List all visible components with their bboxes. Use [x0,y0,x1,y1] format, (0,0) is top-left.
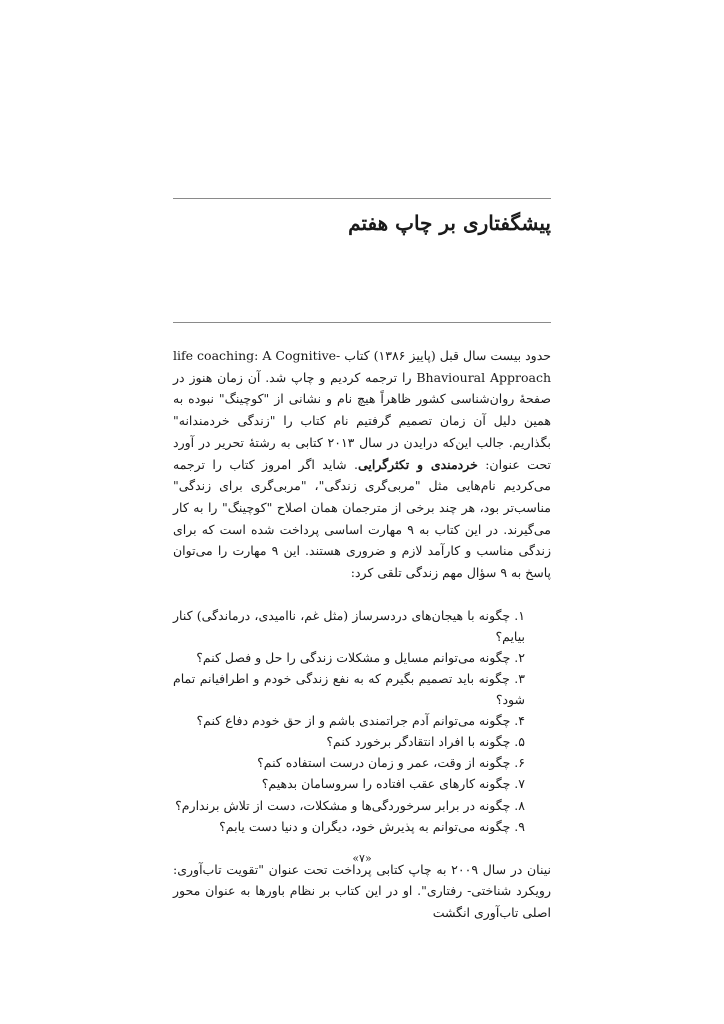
list-item: ۴. چگونه می‌توانم آدم جراتمندی باشم و از حق خودم دفاع کنم؟ [196,713,525,729]
intro-text-end: . شاید اگر امروز کتاب را ترجمه می‌کردیم نام‌هایی مثل "مربی‌گری زندگی"، "مربی‌گری برای زندگی" مناسب‌تر بود، هر چند برخی از مترجمان همان اصلاح "کوچینگ" را به کار می‌گیرند. در این کتاب به ۹ مهارت اساسی پرداخت شده است که برای زندگی مناسب و کارآمد لازم و ضروری هستند. این ۹ مهارت را می‌توان پاسخ به ۹ سؤال مهم زندگی تلقی کرد: [173,456,551,581]
book-title-latin: life coaching: A Cognitive-Bhavioural Approach [173,348,552,385]
intro-text-start: حدود بیست سال قبل (پاییز ۱۳۸۶) کتاب [340,348,552,363]
list-item: ۸. چگونه در برابر سرخوردگی‌ها و مشکلات، دست از تلاش برندارم؟ [175,797,525,813]
list-item: ۵. چگونه با افراد انتقادگر برخورد کنم؟ [326,734,525,750]
closing-paragraph: نینان در سال ۲۰۰۹ به چاپ کتابی پرداخت تحت عنوان "تقویت تاب‌آوری: رویکرد شناختی- رفتاری". او در این کتاب بر نظام باورها به عنوان محور اصلی تاب‌آوری انگشت [173,861,552,921]
top-divider [173,198,551,199]
list-item: ۲. چگونه می‌توانم مسایل و مشکلات زندگی را حل و فصل کنم؟ [196,649,525,665]
page-number: «۷» [352,852,372,865]
list-item: ۹. چگونه می‌توانم به پذیرش خود، دیگران و دنیا دست یابم؟ [219,818,525,834]
intro-paragraph [173,345,551,584]
list-item: ۱. چگونه با هیجان‌های دردسرساز (مثل غم، ناامیدی، درماندگی) کنار بیایم؟ [173,607,525,644]
list-item: ۶. چگونه از وقت، عمر و زمان درست استفاده کنم؟ [257,755,525,771]
list-item: ۷. چگونه کارهای عقب افتاده را سروسامان بدهیم؟ [261,776,525,792]
bottom-divider [173,322,551,323]
questions-list [173,605,551,837]
page-body [173,345,551,924]
intro-text-middle: را ترجمه کردیم و چاپ شد. آن زمان هنوز در صفحهٔ روان‌شناسی کشور ظاهراً هیچ نام و نشانی از "کوچینگ" نبوده به همین دلیل آن زمان تصمیم گرفتیم نام کتاب را "زندگی خردمندانه" بگذاریم. جالب این‌که درایدن در سال ۲۰۱۳ کتابی به رشتهٔ تحریر در آورد تحت عنوان: [173,369,551,472]
list-item: ۳. چگونه باید تصمیم بگیرم که به نفع زندگی خودم و اطرافیانم تمام شود؟ [173,671,525,708]
page-title: پیشگفتاری بر چاپ هفتم [348,211,551,235]
book-title-bold: خردمندی و تکثرگرایی [357,456,478,472]
